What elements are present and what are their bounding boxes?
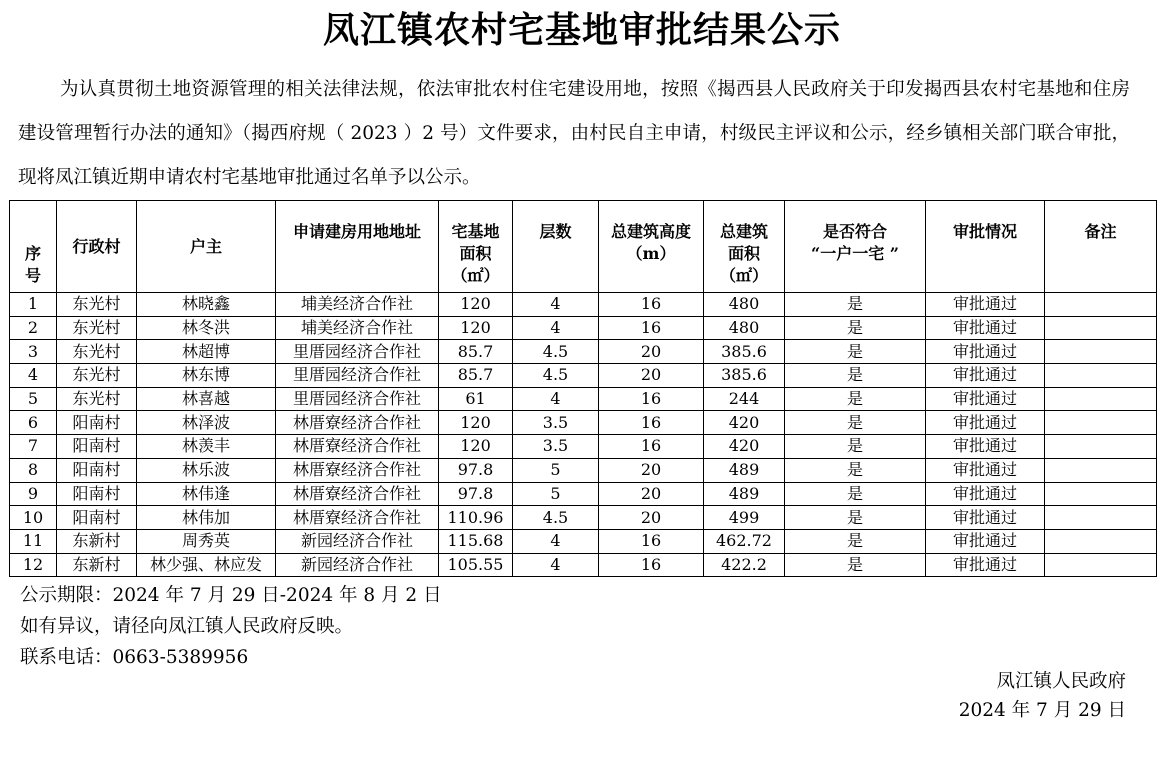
cell-address: 里厝园经济合作社 [276,340,439,364]
cell-area: 110.96 [439,506,513,530]
cell-address: 林厝寮经济合作社 [276,458,439,482]
cell-area: 120 [439,411,513,435]
cell-village: 阳南村 [57,435,137,459]
cell-height: 16 [599,293,704,317]
header-area: 宅基地 面积 （㎡） [439,201,513,293]
cell-village: 东新村 [57,529,137,553]
cell-area: 61 [439,387,513,411]
header-remarks: 备注 [1045,201,1157,293]
issuing-organization: 凤江镇人民政府 [996,671,1126,692]
cell-village: 阳南村 [57,482,137,506]
objection-note: 如有异议，请径向凤江镇人民政府反映。 [20,616,354,637]
cell-status: 审批通过 [926,387,1045,411]
header-floors: 层数 [513,201,599,293]
cell-no: 7 [10,435,57,459]
cell-floor-area: 385.6 [704,340,785,364]
cell-no: 11 [10,529,57,553]
cell-address: 埔美经济合作社 [276,316,439,340]
cell-height: 20 [599,506,704,530]
cell-remarks [1045,340,1157,364]
cell-status: 审批通过 [926,364,1045,388]
cell-height: 16 [599,316,704,340]
cell-status: 审批通过 [926,316,1045,340]
cell-compliant: 是 [785,340,926,364]
cell-floors: 3.5 [513,435,599,459]
cell-area: 120 [439,435,513,459]
header-floor-area: 总建筑 面积 （㎡） [704,201,785,293]
cell-floors: 4 [513,316,599,340]
cell-no: 5 [10,387,57,411]
cell-owner: 林冬洪 [137,316,276,340]
cell-floors: 4 [513,293,599,317]
page-title: 凤江镇农村宅基地审批结果公示 [322,9,841,51]
table-row [10,458,1157,482]
cell-village: 东光村 [57,387,137,411]
cell-floors: 4 [513,529,599,553]
cell-remarks [1045,293,1157,317]
issue-date: 2024 年 7 月 29 日 [958,700,1126,721]
approval-table [9,200,1157,577]
cell-floors: 4.5 [513,364,599,388]
cell-no: 12 [10,553,57,577]
cell-floor-area: 420 [704,435,785,459]
cell-compliant: 是 [785,458,926,482]
cell-no: 8 [10,458,57,482]
cell-area: 97.8 [439,458,513,482]
cell-village: 东光村 [57,316,137,340]
cell-floors: 5 [513,458,599,482]
table-row [10,316,1157,340]
cell-no: 2 [10,316,57,340]
cell-address: 里厝园经济合作社 [276,364,439,388]
cell-height: 16 [599,435,704,459]
table-row [10,506,1157,530]
cell-compliant: 是 [785,506,926,530]
contact-phone: 联系电话：0663-5389956 [20,647,249,668]
cell-no: 1 [10,293,57,317]
table-row [10,364,1157,388]
intro-paragraph: 为认真贯彻土地资源管理的相关法律法规，依法审批农村住宅建设用地，按照《揭西县人民政府关于印发揭西县农村宅基地和住房建设管理暂行办法的通知》（揭西府规（ 2023 ）2 号）文件要求，由村民自主申请，村级民主评议和公示，经乡镇相关部门联合审批，现将凤江镇近期申请农村宅基地审批通过名单予以公示。 [18,79,1130,188]
table-row [10,387,1157,411]
cell-no: 4 [10,364,57,388]
cell-compliant: 是 [785,387,926,411]
cell-floor-area: 480 [704,316,785,340]
table-row [10,435,1157,459]
header-owner: 户主 [137,201,276,293]
cell-floor-area: 420 [704,411,785,435]
table-row [10,529,1157,553]
cell-compliant: 是 [785,529,926,553]
cell-floor-area: 244 [704,387,785,411]
cell-village: 阳南村 [57,458,137,482]
header-address: 申请建房用地地址 [276,201,439,293]
cell-status: 审批通过 [926,411,1045,435]
cell-compliant: 是 [785,293,926,317]
cell-status: 审批通过 [926,340,1045,364]
cell-remarks [1045,435,1157,459]
cell-height: 20 [599,364,704,388]
cell-status: 审批通过 [926,553,1045,577]
cell-floors: 3.5 [513,411,599,435]
cell-height: 16 [599,411,704,435]
cell-floors: 4.5 [513,340,599,364]
cell-compliant: 是 [785,435,926,459]
cell-remarks [1045,364,1157,388]
cell-village: 东光村 [57,293,137,317]
header-no: 序 号 [10,201,57,293]
cell-no: 9 [10,482,57,506]
cell-owner: 周秀英 [137,529,276,553]
cell-area: 105.55 [439,553,513,577]
cell-no: 6 [10,411,57,435]
cell-floor-area: 489 [704,482,785,506]
header-status: 审批情况 [926,201,1045,293]
cell-address: 林厝寮经济合作社 [276,411,439,435]
cell-floor-area: 385.6 [704,364,785,388]
cell-height: 20 [599,340,704,364]
cell-floors: 4 [513,553,599,577]
cell-address: 里厝园经济合作社 [276,387,439,411]
cell-area: 97.8 [439,482,513,506]
table-header-row [10,201,1157,293]
header-compliant: 是否符合 “一户一宅 ” [785,201,926,293]
cell-floor-area: 499 [704,506,785,530]
table-row [10,482,1157,506]
cell-area: 115.68 [439,529,513,553]
cell-height: 16 [599,553,704,577]
cell-address: 林厝寮经济合作社 [276,435,439,459]
cell-remarks [1045,482,1157,506]
cell-remarks [1045,411,1157,435]
cell-compliant: 是 [785,411,926,435]
table-row [10,293,1157,317]
signature-block [959,667,1126,725]
cell-height: 16 [599,529,704,553]
cell-compliant: 是 [785,553,926,577]
cell-owner: 林羡丰 [137,435,276,459]
cell-village: 东新村 [57,553,137,577]
cell-area: 85.7 [439,364,513,388]
cell-remarks [1045,553,1157,577]
cell-owner: 林东博 [137,364,276,388]
cell-remarks [1045,506,1157,530]
cell-floor-area: 489 [704,458,785,482]
cell-status: 审批通过 [926,506,1045,530]
cell-floor-area: 422.2 [704,553,785,577]
publicity-period: 公示期限：2024 年 7 月 29 日-2024 年 8 月 2 日 [20,585,442,606]
cell-address: 埔美经济合作社 [276,293,439,317]
header-village: 行政村 [57,201,137,293]
cell-status: 审批通过 [926,482,1045,506]
cell-owner: 林晓鑫 [137,293,276,317]
cell-village: 东光村 [57,364,137,388]
cell-address: 林厝寮经济合作社 [276,506,439,530]
cell-no: 10 [10,506,57,530]
cell-owner: 林伟加 [137,506,276,530]
cell-remarks [1045,458,1157,482]
cell-height: 20 [599,458,704,482]
cell-area: 120 [439,293,513,317]
cell-owner: 林喜越 [137,387,276,411]
cell-remarks [1045,316,1157,340]
cell-owner: 林伟逢 [137,482,276,506]
cell-owner: 林少强、林应发 [137,553,276,577]
cell-village: 东光村 [57,340,137,364]
table-row [10,553,1157,577]
cell-floors: 4 [513,387,599,411]
cell-floor-area: 462.72 [704,529,785,553]
header-height: 总建筑高度 （m） [599,201,704,293]
cell-remarks [1045,387,1157,411]
cell-area: 120 [439,316,513,340]
cell-status: 审批通过 [926,529,1045,553]
cell-floors: 4.5 [513,506,599,530]
cell-compliant: 是 [785,316,926,340]
cell-status: 审批通过 [926,435,1045,459]
cell-floor-area: 480 [704,293,785,317]
cell-address: 新园经济合作社 [276,529,439,553]
cell-address: 林厝寮经济合作社 [276,482,439,506]
cell-remarks [1045,529,1157,553]
cell-floors: 5 [513,482,599,506]
cell-owner: 林泽波 [137,411,276,435]
cell-no: 3 [10,340,57,364]
notice-footer [20,580,442,673]
cell-height: 20 [599,482,704,506]
cell-owner: 林超博 [137,340,276,364]
cell-area: 85.7 [439,340,513,364]
cell-village: 阳南村 [57,411,137,435]
cell-height: 16 [599,387,704,411]
cell-status: 审批通过 [926,293,1045,317]
table-row [10,411,1157,435]
cell-address: 新园经济合作社 [276,553,439,577]
cell-compliant: 是 [785,364,926,388]
table-row [10,340,1157,364]
table-body [10,293,1157,577]
cell-village: 阳南村 [57,506,137,530]
cell-owner: 林乐波 [137,458,276,482]
cell-compliant: 是 [785,482,926,506]
cell-status: 审批通过 [926,458,1045,482]
